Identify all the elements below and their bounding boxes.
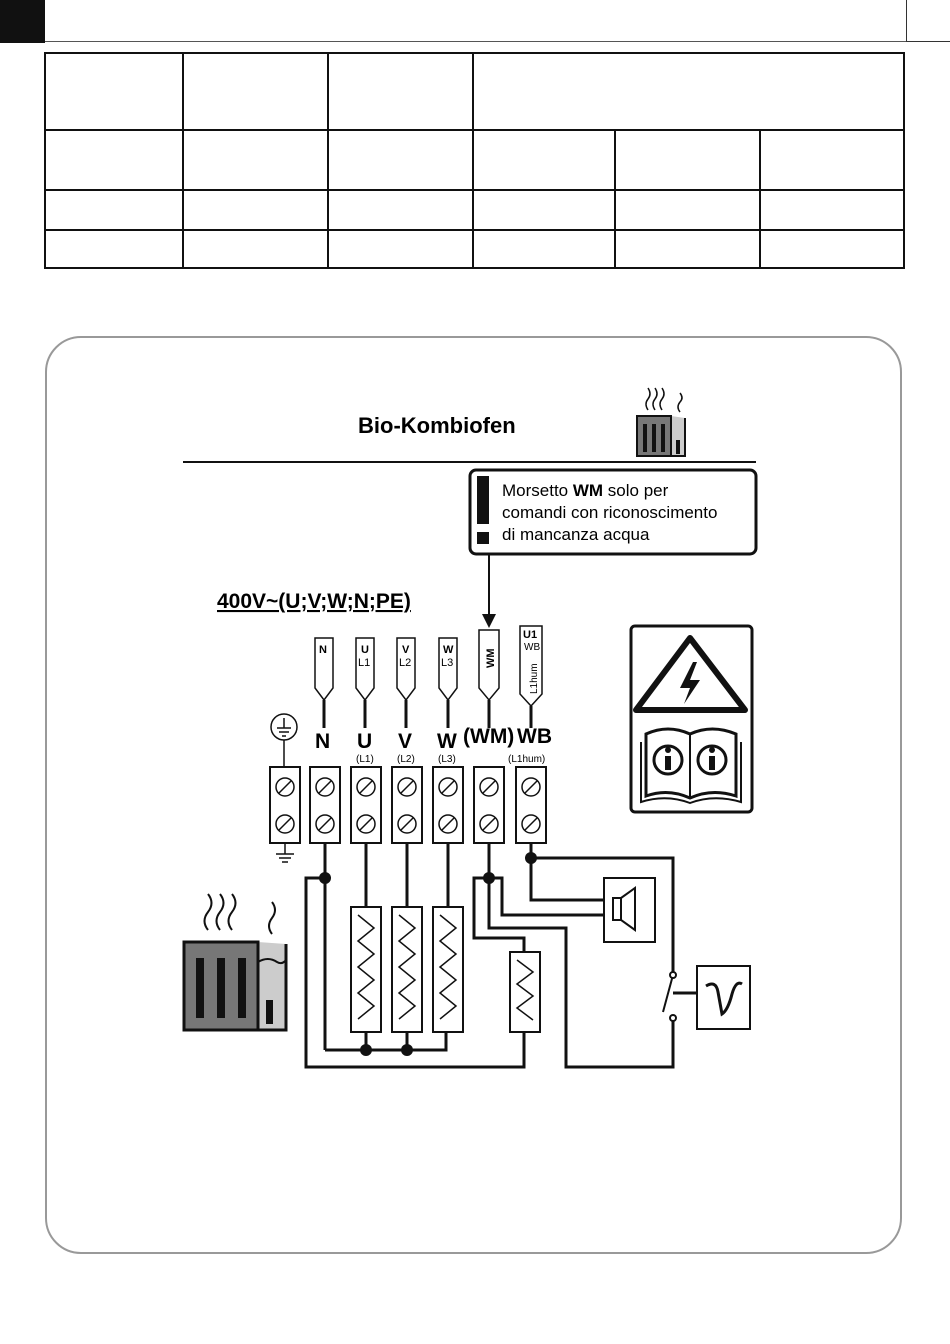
terminal-label-v: V [398, 730, 413, 753]
svg-text:Morsetto WM solo per [502, 481, 669, 500]
terminal-sub-l3: (L3) [438, 754, 456, 765]
wire-tag-wb [520, 626, 542, 728]
diagram-title: Bio-Kombiofen [358, 413, 516, 438]
svg-text:WM: WM [485, 648, 497, 668]
note-text: solo per [603, 481, 669, 500]
pe-ground-icon [276, 843, 294, 862]
thermostat-icon [697, 966, 750, 1029]
heating-elements [351, 907, 540, 1032]
svg-text:U1: U1 [523, 629, 538, 641]
arrow-head [482, 614, 496, 628]
terminal-label-wb: WB [517, 725, 552, 748]
evaporator-icon [258, 902, 286, 1030]
thermostat-switch [663, 972, 676, 1021]
svg-text:V: V [402, 644, 410, 656]
svg-text:U: U [361, 644, 369, 656]
wire-tag-w [439, 638, 457, 728]
read-manual-icon [641, 729, 741, 803]
speaker-icon [604, 878, 655, 942]
terminal-label-u: U [357, 730, 373, 753]
terminal-label-wm: (WM) [463, 725, 515, 748]
svg-text:N: N [319, 644, 327, 656]
warning-note [470, 470, 756, 554]
terminal-sub-l1: (L1) [356, 754, 374, 765]
supply-voltage-label: 400V~(U;V;W;N;PE) [217, 590, 411, 613]
evaporator-heater-element [510, 952, 540, 1032]
svg-text:L1hum: L1hum [529, 663, 540, 694]
svg-text:WB: WB [524, 642, 541, 653]
svg-text:W: W [443, 644, 454, 656]
svg-text:L1: L1 [358, 657, 371, 669]
terminal-label-n: N [315, 730, 331, 753]
ground-symbol [271, 714, 297, 766]
safety-panel [631, 626, 752, 812]
terminal-sub-l1hum: (L1hum) [508, 754, 546, 765]
note-line-3: di mancanza acqua [502, 525, 650, 544]
sauna-stove-small-icon [637, 388, 685, 456]
wire-tag-v [397, 638, 415, 728]
note-text: Morsetto [502, 481, 573, 500]
wire-tag-u [356, 638, 374, 728]
sauna-stove-icon [184, 894, 258, 1030]
terminal-sub-l2: (L2) [397, 754, 415, 765]
svg-text:L3: L3 [441, 657, 454, 669]
note-line-2: comandi con riconoscimento [502, 503, 718, 522]
exclamation-icon [477, 476, 489, 524]
wire-tag-n [315, 638, 333, 728]
terminal-label-w: W [437, 730, 457, 753]
wire-tag-wm [479, 630, 499, 728]
note-text-bold: WM [572, 481, 604, 500]
svg-text:L2: L2 [399, 657, 412, 669]
